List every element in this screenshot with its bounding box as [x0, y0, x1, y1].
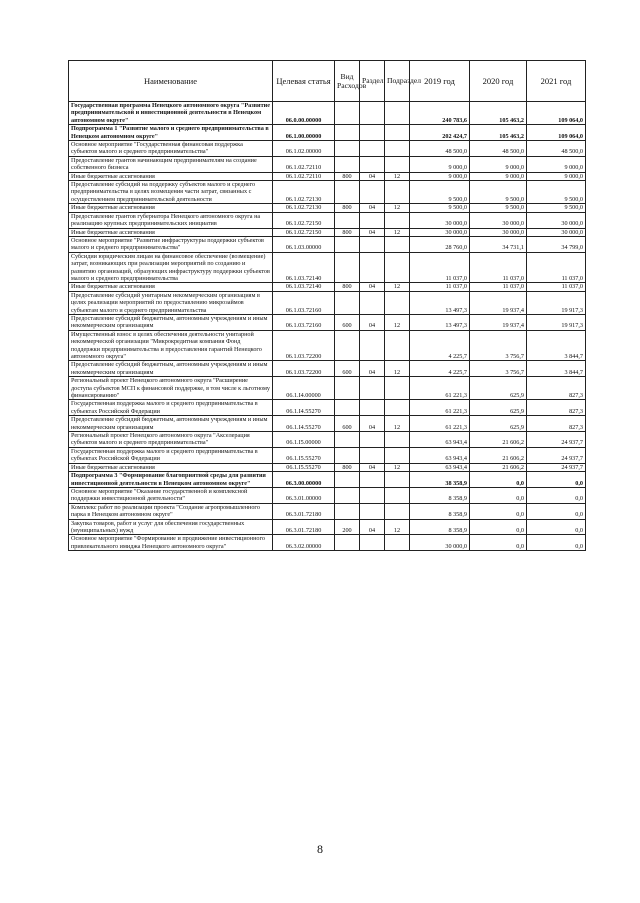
row-value-2020: 34 731,1 — [470, 236, 527, 252]
row-value-2020: 9 000,0 — [470, 172, 527, 180]
row-value-2020: 625,9 — [470, 377, 527, 400]
row-value-2019: 30 000,0 — [410, 228, 470, 236]
row-subsection — [385, 252, 410, 283]
row-subsection — [385, 447, 410, 463]
row-name: Субсидии юридическим лицам на финансовое обеспечение (возмещение) затрат, возникающих при реализации мероприятий по созданию и развитию организаций, образующих инфраструктуру поддержки субъектов малого и среднего предпринимательства — [69, 252, 273, 283]
header-code: Целевая статья — [273, 61, 335, 102]
row-value-2020: 0,0 — [470, 503, 527, 519]
row-name: Иные бюджетные ассигнования — [69, 283, 273, 291]
row-value-2020: 0,0 — [470, 535, 527, 551]
row-expense-type — [335, 472, 360, 488]
row-expense-type — [335, 212, 360, 228]
row-section — [360, 535, 385, 551]
row-value-2019: 30 000,0 — [410, 212, 470, 228]
row-name: Основное мероприятие "Государственная финансовая поддержка субъектов малого и среднего предпринимательства" — [69, 141, 273, 157]
row-subsection — [385, 487, 410, 503]
row-value-2019: 4 225,7 — [410, 361, 470, 377]
row-expense-type — [335, 377, 360, 400]
row-subsection — [385, 377, 410, 400]
table-row — [69, 503, 586, 519]
row-subsection — [385, 181, 410, 204]
row-code: 06.1.03.72200 — [273, 330, 335, 361]
row-value-2021: 34 799,0 — [527, 236, 586, 252]
row-value-2019: 8 358,9 — [410, 519, 470, 535]
row-subsection — [385, 503, 410, 519]
row-value-2021: 0,0 — [527, 472, 586, 488]
row-section — [360, 472, 385, 488]
row-value-2019: 4 225,7 — [410, 330, 470, 361]
table-row — [69, 400, 586, 416]
table-row — [69, 252, 586, 283]
row-subsection — [385, 236, 410, 252]
row-value-2019: 38 358,9 — [410, 472, 470, 488]
row-name: Государственная поддержка малого и среднего предпринимательства в субъектах Российской Федерации — [69, 447, 273, 463]
row-name: Предоставление грантов губернатора Ненецкого автономного округа на реализацию крупных предпринимательских инициатив — [69, 212, 273, 228]
row-section — [360, 377, 385, 400]
row-subsection — [385, 156, 410, 172]
row-subsection — [385, 125, 410, 141]
row-name: Региональный проект Ненецкого автономного округа "Расширение доступа субъектов МСП к финансовой поддержке, в том числе к льготному финансированию" — [69, 377, 273, 400]
row-subsection — [385, 212, 410, 228]
row-value-2021: 19 917,3 — [527, 291, 586, 314]
header-expense-type: Вид Расходов — [335, 61, 360, 102]
row-section — [360, 503, 385, 519]
table-row — [69, 102, 586, 125]
row-value-2020: 3 756,7 — [470, 361, 527, 377]
row-subsection: 12 — [385, 361, 410, 377]
table-row — [69, 535, 586, 551]
row-code: 06.3.01.00000 — [273, 487, 335, 503]
row-section — [360, 330, 385, 361]
row-subsection: 12 — [385, 416, 410, 432]
row-name: Комплекс работ по реализации проекта "Создание агропромышленного парка в Ненецком автономном округе" — [69, 503, 273, 519]
row-name: Имущественный взнос в целях обеспечения деятельности унитарной некоммерческой организации "Микрокредитная компания Фонд поддержки предпринимательства и предоставления гарантий Ненецкого автономного округа" — [69, 330, 273, 361]
row-value-2020: 0,0 — [470, 472, 527, 488]
row-value-2020: 30 000,0 — [470, 228, 527, 236]
row-code: 06.1.03.00000 — [273, 236, 335, 252]
table-row — [69, 204, 586, 212]
row-expense-type — [335, 330, 360, 361]
header-name: Наименование — [69, 61, 273, 102]
row-section: 04 — [360, 283, 385, 291]
row-subsection: 12 — [385, 283, 410, 291]
row-value-2020: 21 606,2 — [470, 447, 527, 463]
row-name: Предоставление субсидий бюджетным, автономным учреждениям и иным некоммерческим организациям — [69, 314, 273, 330]
row-section — [360, 447, 385, 463]
header-subsection: Подраздел — [385, 61, 410, 102]
row-name: Закупка товаров, работ и услуг для обеспечения государственных (муниципальных) нужд — [69, 519, 273, 535]
row-name: Государственная поддержка малого и среднего предпринимательства в субъектах Российской Федерации — [69, 400, 273, 416]
row-name: Предоставление грантов начинающим предпринимателям на создание собственного бизнеса — [69, 156, 273, 172]
row-expense-type — [335, 432, 360, 448]
row-value-2020: 9 000,0 — [470, 156, 527, 172]
row-subsection — [385, 330, 410, 361]
table-row — [69, 212, 586, 228]
page-number: 8 — [317, 842, 323, 856]
budget-table-body — [69, 102, 586, 551]
table-row — [69, 283, 586, 291]
row-value-2020: 105 463,2 — [470, 102, 527, 125]
row-expense-type — [335, 156, 360, 172]
row-expense-type — [335, 447, 360, 463]
row-value-2021: 24 937,7 — [527, 447, 586, 463]
row-section — [360, 102, 385, 125]
row-value-2019: 9 500,0 — [410, 204, 470, 212]
row-value-2021: 3 844,7 — [527, 330, 586, 361]
row-code: 06.1.02.72130 — [273, 181, 335, 204]
row-value-2020: 9 500,0 — [470, 181, 527, 204]
row-subsection — [385, 102, 410, 125]
row-value-2021: 9 500,0 — [527, 181, 586, 204]
table-row — [69, 432, 586, 448]
row-expense-type: 800 — [335, 463, 360, 471]
row-value-2019: 61 221,3 — [410, 400, 470, 416]
row-subsection: 12 — [385, 172, 410, 180]
row-value-2019: 8 358,9 — [410, 487, 470, 503]
row-subsection: 12 — [385, 314, 410, 330]
row-expense-type — [335, 487, 360, 503]
row-section — [360, 432, 385, 448]
table-row — [69, 181, 586, 204]
row-name: Государственная программа Ненецкого автономного округа "Развитие предпринимательской и инвестиционной деятельности в Ненецком автономном округе" — [69, 102, 273, 125]
row-value-2020: 30 000,0 — [470, 212, 527, 228]
row-expense-type — [335, 181, 360, 204]
row-value-2021: 3 844,7 — [527, 361, 586, 377]
row-section: 04 — [360, 228, 385, 236]
row-code: 06.1.00.00000 — [273, 125, 335, 141]
row-name: Предоставление субсидий бюджетным, автономным учреждениям и иным некоммерческим организациям — [69, 416, 273, 432]
row-subsection: 12 — [385, 204, 410, 212]
row-value-2021: 9 000,0 — [527, 172, 586, 180]
row-section: 04 — [360, 416, 385, 432]
row-expense-type — [335, 291, 360, 314]
row-name: Подпрограмма 1 "Развитие малого и среднего предпринимательства в Ненецком автономном округе" — [69, 125, 273, 141]
row-value-2019: 48 500,0 — [410, 141, 470, 157]
row-value-2019: 202 424,7 — [410, 125, 470, 141]
row-value-2019: 11 037,0 — [410, 283, 470, 291]
row-value-2021: 827,3 — [527, 400, 586, 416]
row-value-2021: 0,0 — [527, 487, 586, 503]
row-value-2019: 28 760,0 — [410, 236, 470, 252]
header-2021: 2021 год — [527, 61, 586, 102]
row-value-2020: 0,0 — [470, 487, 527, 503]
row-name: Региональный проект Ненецкого автономного округа "Акселерация субъектов малого и среднего предпринимательства" — [69, 432, 273, 448]
row-code: 06.1.03.72160 — [273, 314, 335, 330]
table-row — [69, 447, 586, 463]
header-2020: 2020 год — [470, 61, 527, 102]
row-subsection — [385, 400, 410, 416]
row-expense-type: 800 — [335, 172, 360, 180]
row-section: 04 — [360, 361, 385, 377]
row-value-2020: 19 937,4 — [470, 291, 527, 314]
row-section — [360, 487, 385, 503]
table-row — [69, 172, 586, 180]
row-section — [360, 236, 385, 252]
row-code: 06.1.I5.55270 — [273, 447, 335, 463]
row-subsection — [385, 472, 410, 488]
table-row — [69, 463, 586, 471]
row-section — [360, 212, 385, 228]
table-row — [69, 377, 586, 400]
row-expense-type — [335, 400, 360, 416]
row-value-2020: 48 500,0 — [470, 141, 527, 157]
row-code: 06.0.00.00000 — [273, 102, 335, 125]
header-2019: 2019 год — [410, 61, 470, 102]
row-code: 06.1.02.72110 — [273, 156, 335, 172]
row-expense-type — [335, 141, 360, 157]
table-row — [69, 330, 586, 361]
row-value-2019: 30 000,0 — [410, 535, 470, 551]
row-code: 06.1.02.72110 — [273, 172, 335, 180]
row-subsection: 12 — [385, 519, 410, 535]
row-value-2020: 19 937,4 — [470, 314, 527, 330]
row-value-2019: 63 943,4 — [410, 432, 470, 448]
row-subsection: 12 — [385, 228, 410, 236]
row-value-2020: 11 037,0 — [470, 252, 527, 283]
table-row — [69, 141, 586, 157]
table-row — [69, 416, 586, 432]
row-expense-type: 600 — [335, 314, 360, 330]
row-code: 06.3.01.72180 — [273, 503, 335, 519]
row-expense-type — [335, 236, 360, 252]
table-row — [69, 228, 586, 236]
row-code: 06.1.I4.55270 — [273, 416, 335, 432]
table-row — [69, 291, 586, 314]
row-value-2021: 11 037,0 — [527, 252, 586, 283]
row-expense-type: 800 — [335, 204, 360, 212]
row-value-2021: 30 000,0 — [527, 228, 586, 236]
row-value-2021: 24 937,7 — [527, 432, 586, 448]
row-code: 06.1.03.72140 — [273, 283, 335, 291]
table-row — [69, 487, 586, 503]
row-value-2019: 240 783,6 — [410, 102, 470, 125]
row-code: 06.1.02.00000 — [273, 141, 335, 157]
row-value-2021: 30 000,0 — [527, 212, 586, 228]
row-value-2020: 625,9 — [470, 416, 527, 432]
row-name: Иные бюджетные ассигнования — [69, 463, 273, 471]
row-section — [360, 181, 385, 204]
row-expense-type — [335, 102, 360, 125]
row-code: 06.1.I5.00000 — [273, 432, 335, 448]
row-code: 06.1.I5.55270 — [273, 463, 335, 471]
row-expense-type: 200 — [335, 519, 360, 535]
row-subsection: 12 — [385, 463, 410, 471]
row-section: 04 — [360, 204, 385, 212]
row-code: 06.1.I4.55270 — [273, 400, 335, 416]
row-expense-type: 800 — [335, 283, 360, 291]
row-name: Основное мероприятие "Формирование и продвижение инвестиционного привлекательного имиджа Ненецкого автономного округа" — [69, 535, 273, 551]
row-value-2021: 109 064,0 — [527, 125, 586, 141]
row-section — [360, 400, 385, 416]
row-section: 04 — [360, 463, 385, 471]
row-expense-type: 600 — [335, 361, 360, 377]
row-value-2020: 3 756,7 — [470, 330, 527, 361]
row-code: 06.1.I4.00000 — [273, 377, 335, 400]
row-value-2020: 105 463,2 — [470, 125, 527, 141]
row-value-2021: 9 500,0 — [527, 204, 586, 212]
row-expense-type — [335, 125, 360, 141]
row-section — [360, 156, 385, 172]
row-code: 06.1.02.72150 — [273, 228, 335, 236]
row-subsection — [385, 535, 410, 551]
row-name: Основное мероприятие "Развитие инфраструктуры поддержки субъектов малого и среднего предпринимательства" — [69, 236, 273, 252]
row-name: Иные бюджетные ассигнования — [69, 204, 273, 212]
header-section: Раздел — [360, 61, 385, 102]
row-section: 04 — [360, 172, 385, 180]
row-value-2020: 9 500,0 — [470, 204, 527, 212]
row-name: Иные бюджетные ассигнования — [69, 172, 273, 180]
table-row — [69, 156, 586, 172]
row-name: Предоставление субсидий на поддержку субъектов малого и среднего предпринимательства в целях возмещения части затрат, связанных с осуществлением предпринимательской деятельности — [69, 181, 273, 204]
row-value-2019: 63 943,4 — [410, 463, 470, 471]
row-subsection — [385, 291, 410, 314]
row-value-2021: 0,0 — [527, 519, 586, 535]
row-value-2020: 21 606,2 — [470, 432, 527, 448]
row-value-2021: 11 037,0 — [527, 283, 586, 291]
row-name: Иные бюджетные ассигнования — [69, 228, 273, 236]
row-expense-type — [335, 535, 360, 551]
row-value-2019: 9 500,0 — [410, 181, 470, 204]
row-value-2019: 13 497,3 — [410, 291, 470, 314]
row-section — [360, 141, 385, 157]
table-row — [69, 314, 586, 330]
row-value-2020: 11 037,0 — [470, 283, 527, 291]
row-value-2019: 8 358,9 — [410, 503, 470, 519]
row-value-2019: 9 000,0 — [410, 172, 470, 180]
row-value-2021: 19 917,3 — [527, 314, 586, 330]
row-value-2020: 21 606,2 — [470, 463, 527, 471]
row-code: 06.1.02.72130 — [273, 204, 335, 212]
table-header-row — [69, 61, 586, 102]
row-value-2021: 827,3 — [527, 377, 586, 400]
row-expense-type: 600 — [335, 416, 360, 432]
table-row — [69, 125, 586, 141]
row-section: 04 — [360, 519, 385, 535]
row-code: 06.1.03.72140 — [273, 252, 335, 283]
row-value-2019: 9 000,0 — [410, 156, 470, 172]
row-section — [360, 252, 385, 283]
row-value-2021: 9 000,0 — [527, 156, 586, 172]
row-section — [360, 125, 385, 141]
row-name: Подпрограмма 3 "Формирование благоприятной среды для развития инвестиционной деятельности в Ненецком автономном округе" — [69, 472, 273, 488]
row-code: 06.3.01.72180 — [273, 519, 335, 535]
row-value-2021: 24 937,7 — [527, 463, 586, 471]
row-value-2021: 827,3 — [527, 416, 586, 432]
row-code: 06.1.03.72200 — [273, 361, 335, 377]
row-name: Предоставление субсидий унитарным некоммерческим организациям в целях реализации мероприятий по предоставлению микрозаймов субъектам малого и среднего предпринимательства — [69, 291, 273, 314]
row-value-2020: 625,9 — [470, 400, 527, 416]
row-value-2019: 61 221,3 — [410, 416, 470, 432]
row-expense-type — [335, 252, 360, 283]
row-section — [360, 291, 385, 314]
row-code: 06.3.00.00000 — [273, 472, 335, 488]
row-value-2021: 48 500,0 — [527, 141, 586, 157]
budget-table — [68, 60, 586, 551]
table-row — [69, 361, 586, 377]
row-value-2021: 0,0 — [527, 535, 586, 551]
row-value-2020: 0,0 — [470, 519, 527, 535]
row-value-2019: 63 943,4 — [410, 447, 470, 463]
row-expense-type: 800 — [335, 228, 360, 236]
table-row — [69, 236, 586, 252]
row-code: 06.3.02.00000 — [273, 535, 335, 551]
row-value-2019: 11 037,0 — [410, 252, 470, 283]
row-value-2021: 109 064,0 — [527, 102, 586, 125]
row-code: 06.1.02.72150 — [273, 212, 335, 228]
row-section: 04 — [360, 314, 385, 330]
row-subsection — [385, 141, 410, 157]
row-code: 06.1.03.72160 — [273, 291, 335, 314]
row-expense-type — [335, 503, 360, 519]
table-row — [69, 519, 586, 535]
row-value-2021: 0,0 — [527, 503, 586, 519]
row-subsection — [385, 432, 410, 448]
row-value-2019: 61 221,3 — [410, 377, 470, 400]
row-name: Основное мероприятие "Оказание государственной и комплексной поддержки инвестиционной деятельности" — [69, 487, 273, 503]
table-row — [69, 472, 586, 488]
row-name: Предоставление субсидий бюджетным, автономным учреждениям и иным некоммерческим организациям — [69, 361, 273, 377]
row-value-2019: 13 497,3 — [410, 314, 470, 330]
